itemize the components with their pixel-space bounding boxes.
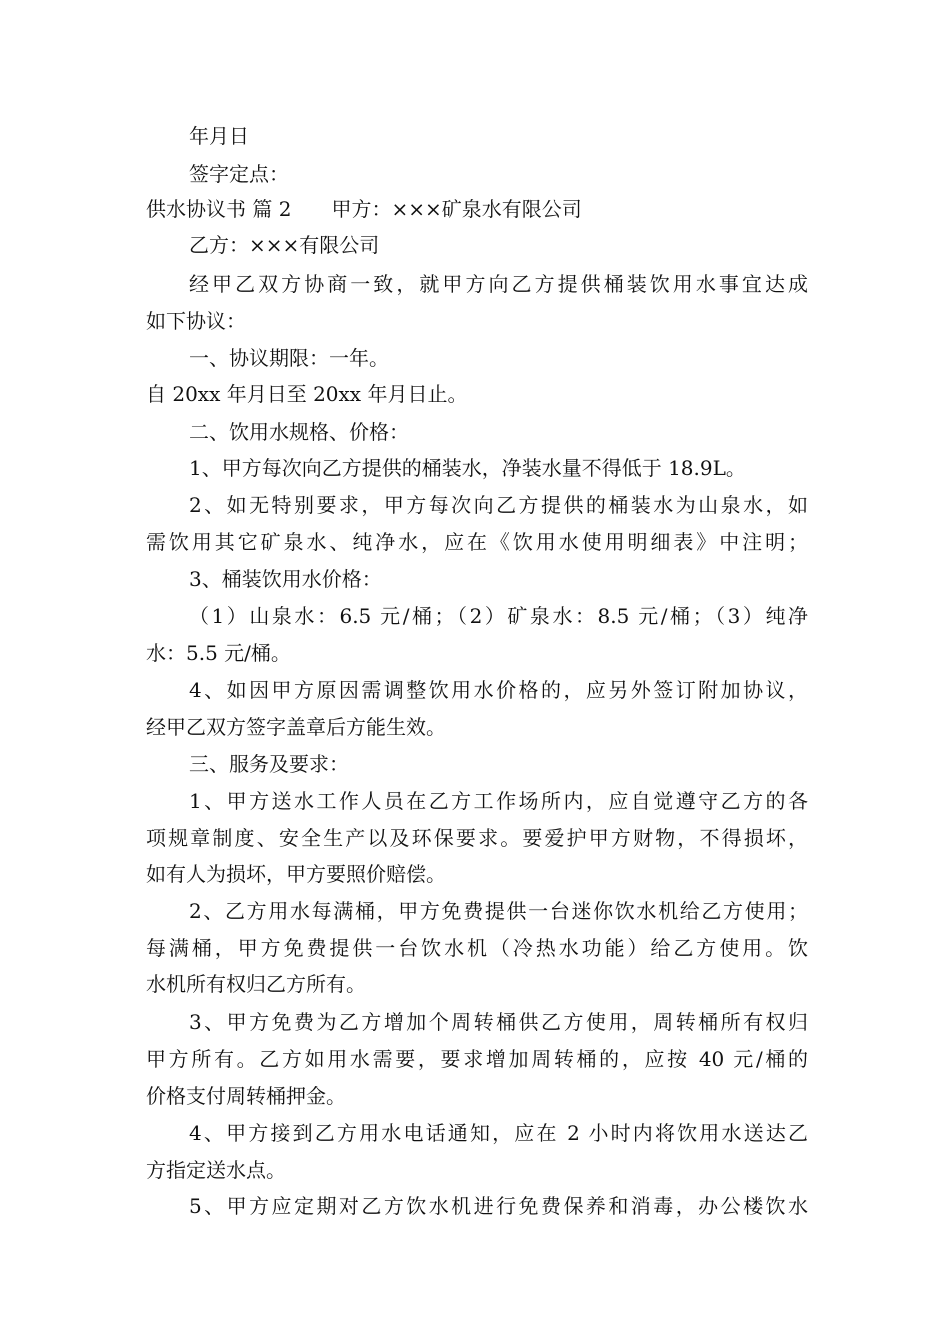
paragraph-line: 如有人为损坏，甲方要照价赔偿。	[146, 862, 446, 886]
clause-heading: 三、服务及要求：	[189, 752, 349, 776]
paragraph-line: 2、如无特别要求，甲方每次向乙方提供的桶装水为山泉水，如	[189, 493, 808, 517]
paragraph-line: 4、甲方接到乙方用水电话通知，应在 2 小时内将饮用水送达乙	[189, 1121, 808, 1145]
clause-heading: 一、协议期限：一年。	[189, 346, 389, 370]
party-a: 甲方：×××矿泉水有限公司	[331, 197, 582, 221]
paragraph-line: 3、桶装饮用水价格：	[189, 567, 382, 591]
paragraph-line: 经甲乙双方协商一致，就甲方向乙方提供桶装饮用水事宜达成	[189, 272, 808, 296]
paragraph-line: 价格支付周转桶押金。	[146, 1084, 346, 1108]
paragraph-line: 水：5.5 元/桶。	[146, 641, 291, 665]
paragraph-line: 自 20xx 年月日至 20xx 年月日止。	[146, 382, 468, 406]
paragraph-line: 1、甲方送水工作人员在乙方工作场所内，应自觉遵守乙方的各	[189, 789, 808, 813]
heading-line	[146, 197, 816, 221]
paragraph-line: 水机所有权归乙方所有。	[146, 972, 366, 996]
paragraph-line: 1、甲方每次向乙方提供的桶装水，净装水量不得低于 18.9L。	[189, 456, 746, 480]
paragraph-line: 需饮用其它矿泉水、纯净水，应在《饮用水使用明细表》中注明；	[146, 530, 808, 554]
paragraph-line: 方指定送水点。	[146, 1158, 286, 1182]
party-b: 乙方：×××有限公司	[189, 233, 380, 257]
paragraph-line: 项规章制度、安全生产以及环保要求。要爱护甲方财物，不得损坏，	[146, 826, 808, 850]
paragraph-line: （1）山泉水：6.5 元/桶；（2）矿泉水：8.5 元/桶；（3）纯净	[189, 604, 808, 628]
clause-heading: 二、饮用水规格、价格：	[189, 420, 409, 444]
paragraph-line: 2、乙方用水每满桶，甲方免费提供一台迷你饮水机给乙方使用；	[189, 899, 808, 923]
paragraph-line: 3、甲方免费为乙方增加个周转桶供乙方使用，周转桶所有权归	[189, 1010, 808, 1034]
paragraph-line: 经甲乙双方签字盖章后方能生效。	[146, 715, 446, 739]
paragraph-line: 如下协议：	[146, 309, 246, 333]
paragraph-line: 5、甲方应定期对乙方饮水机进行免费保养和消毒，办公楼饮水	[189, 1194, 808, 1218]
paragraph-line: 甲方所有。乙方如用水需要，要求增加周转桶的，应按 40 元/桶的	[146, 1047, 808, 1071]
signing-place-line: 签字定点：	[189, 162, 289, 186]
section-title: 供水协议书 篇 2	[146, 197, 292, 221]
date-line: 年月日	[189, 124, 249, 148]
paragraph-line: 每满桶，甲方免费提供一台饮水机（冷热水功能）给乙方使用。饮	[146, 936, 808, 960]
paragraph-line: 4、如因甲方原因需调整饮用水价格的，应另外签订附加协议，	[189, 678, 808, 702]
